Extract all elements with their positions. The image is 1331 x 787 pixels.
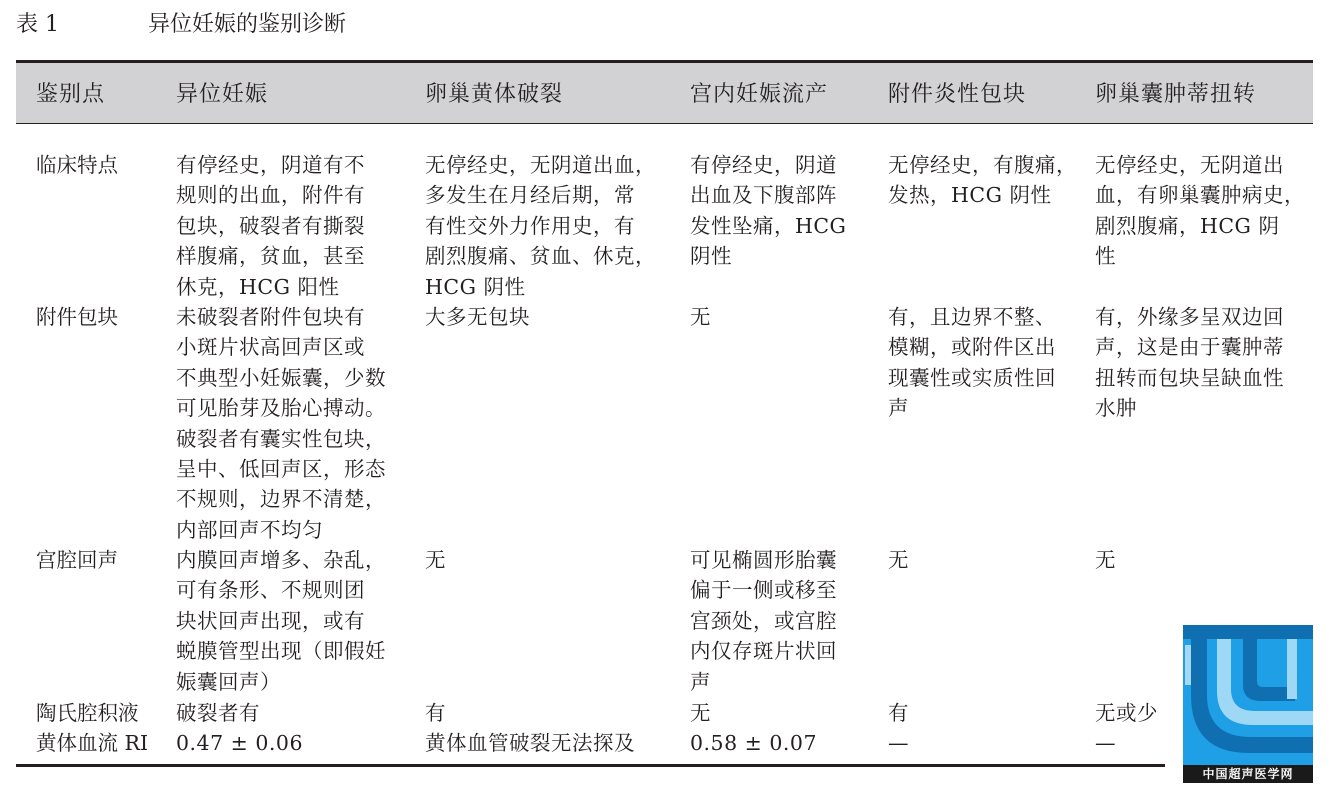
table-number: 表 1: [16, 12, 59, 37]
header-intrauterine-abortion: 宫内妊娠流产: [690, 82, 829, 107]
header-ectopic-pregnancy: 异位妊娠: [176, 82, 269, 107]
table-bottom-rule: [16, 764, 1165, 767]
row-label-uterine-echo: 宫腔回声: [36, 548, 118, 572]
cell-echo-ectopic: 内膜回声增多、杂乱， 可有条形、不规则团 块状回声出现，或有 蜕膜管型出现（即假妊 娠囊回声）: [176, 548, 386, 694]
header-corpus-luteum-rupture: 卵巢黄体破裂: [425, 82, 564, 107]
cell-mass-ectopic: 未破裂者附件包块有 小斑片状高回声区或 不典型小妊娠囊，少数 可见胎芽及胎心搏动。 破裂者有囊实性包块， 呈中、低回声区，形态 不规则，边界不清楚， 内部回声不均匀: [176, 305, 386, 542]
header-ovarian-cyst-torsion: 卵巢囊肿蒂扭转: [1095, 82, 1257, 107]
cell-clinical-luteum: 无停经史，无阴道出血， 多发生在月经后期，常 有性交外力作用史，有 剧烈腹痛、贫血、休克， HCG 阴性: [425, 153, 656, 299]
row-label-douglas-fluid: 陶氏腔积液: [36, 701, 139, 725]
cell-ri-abortion: 0.58 ± 0.07: [690, 731, 817, 755]
cell-clinical-ectopic: 有停经史，阴道有不 规则的出血，附件有 包块，破裂者有撕裂 样腹痛，贫血，甚至 休克，HCG 阳性: [176, 153, 365, 299]
row-label-clinical: 临床特点: [36, 153, 118, 177]
cell-fluid-torsion: 无或少: [1095, 701, 1158, 725]
cell-mass-luteum: 大多无包块: [425, 305, 530, 329]
table-title: 异位妊娠的鉴别诊断: [148, 12, 347, 37]
cell-ri-inflammatory: —: [888, 731, 909, 755]
cell-echo-luteum: 无: [425, 548, 446, 572]
cell-echo-torsion: 无: [1095, 548, 1116, 572]
cell-fluid-ectopic: 破裂者有: [176, 701, 260, 725]
cell-clinical-abortion: 有停经史，阴道 出血及下腹部阵 发性坠痛，HCG 阴性: [690, 153, 847, 269]
cell-echo-abortion: 可见椭圆形胎囊 偏于一侧或移至 宫颈处，或宫腔 内仅存斑片状回 声: [690, 548, 837, 694]
cell-clinical-torsion: 无停经史，无阴道出 血，有卵巢囊肿病史， 剧烈腹痛，HCG 阴 性: [1095, 153, 1305, 269]
row-label-adnexal-mass: 附件包块: [36, 305, 118, 329]
cell-mass-torsion: 有，外缘多呈双边回 声，这是由于囊肿蒂 扭转而包块呈缺血性 水肿: [1095, 305, 1284, 421]
cell-clinical-inflammatory: 无停经史，有腹痛， 发热，HCG 阴性: [888, 153, 1077, 208]
cell-mass-inflammatory: 有，且边界不整、 模糊，或附件区出 现囊性或实质性回 声: [888, 305, 1056, 421]
cell-ri-ectopic: 0.47 ± 0.06: [176, 731, 303, 755]
watermark-text: 中国超声医学网: [1183, 765, 1313, 783]
ultrasound-logo-icon: [1183, 625, 1313, 783]
cell-fluid-luteum: 有: [425, 701, 446, 725]
cell-fluid-abortion: 无: [690, 701, 711, 725]
table-caption: [16, 10, 346, 40]
header-adnexal-inflammatory-mass: 附件炎性包块: [888, 82, 1027, 107]
cell-echo-inflammatory: 无: [888, 548, 909, 572]
cell-mass-abortion: 无: [690, 305, 711, 329]
cell-fluid-inflammatory: 有: [888, 701, 909, 725]
watermark-logo: [1183, 625, 1313, 783]
cell-ri-torsion: —: [1095, 731, 1116, 755]
row-label-luteal-flow-ri: 黄体血流 RI: [36, 731, 149, 755]
header-criteria: 鉴别点: [36, 82, 106, 107]
cell-ri-luteum: 黄体血管破裂无法探及: [425, 731, 635, 755]
